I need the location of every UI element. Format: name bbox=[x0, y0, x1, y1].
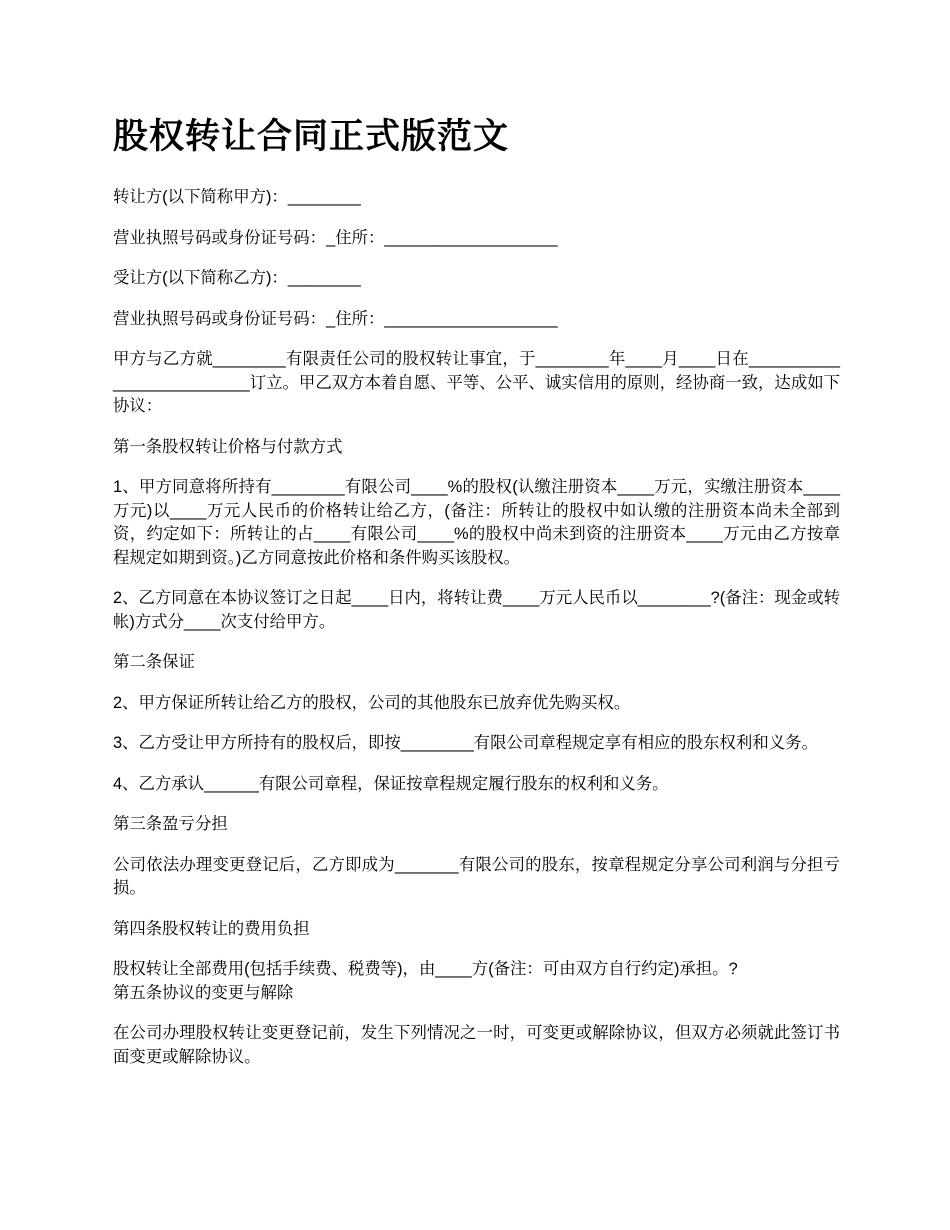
article-3-body: 公司依法办理变更登记后，乙方即成为_______有限公司的股东，按章程规定分享公司利润与分担亏损。 bbox=[113, 855, 840, 897]
article-2-heading: 第二条保证 bbox=[113, 653, 195, 671]
article-1-clause-1: 1、甲方同意将所持有________有限公司____%的股权(认缴注册资本____万元，实缴注册资本____万元)以____万元人民币的价格转让给乙方，(备注：所转让的股权中如认缴的注册资本尚未全部到资，约定如下：所转让的占____有限公司____%的股权中尚未到资的注册资本____万元由乙方按章程规定如期到资。)乙方同意按此价格和条件购买该股权。 bbox=[113, 478, 840, 567]
article-2-clause-2: 2、甲方保证所转让给乙方的股权，公司的其他股东已放弃优先购买权。 bbox=[113, 693, 631, 712]
article-3-heading: 第三条盈亏分担 bbox=[113, 815, 228, 833]
article-5-heading: 第五条协议的变更与解除 bbox=[113, 983, 294, 1002]
document-title: 股权转让合同正式版范文 bbox=[113, 117, 510, 157]
paragraph-transferor: 转让方(以下简称甲方)：________ bbox=[113, 188, 361, 206]
paragraph-preamble: 甲方与乙方就________有限责任公司的股权转让事宜，于________年____月____日在_________________________订立。甲乙双方本着自愿、平等、公平、诚实信用的原则，经协商一致，达成如下协议： bbox=[113, 350, 840, 415]
article-1-heading: 第一条股权转让价格与付款方式 bbox=[113, 437, 343, 456]
paragraph-transferee: 受让方(以下简称乙方)：________ bbox=[113, 269, 361, 287]
document-page bbox=[113, 112, 840, 1086]
paragraph-transferee-id-address: 营业执照号码或身份证号码：_住所：___________________ bbox=[113, 309, 558, 328]
article-2-clause-3: 3、乙方受让甲方所持有的股权后，即按________有限公司章程规定享有相应的股东权利和义务。 bbox=[113, 734, 818, 752]
article-4-heading: 第四条股权转让的费用负担 bbox=[113, 919, 310, 938]
article-1-clause-2: 2、乙方同意在本协议签订之日起____日内，将转让费____万元人民币以________?(备注：现金或转帐)方式分____次支付给甲方。 bbox=[113, 589, 840, 631]
article-5-body: 在公司办理股权转让变更登记前，发生下列情况之一时，可变更或解除协议，但双方必须就此签订书面变更或解除协议。 bbox=[113, 1024, 840, 1066]
paragraph-transferor-id-address: 营业执照号码或身份证号码：_住所：___________________ bbox=[113, 228, 558, 247]
article-2-clause-4: 4、乙方承认______有限公司章程，保证按章程规定履行股东的权利和义务。 bbox=[113, 774, 669, 793]
article-4-body: 股权转让全部费用(包括手续费、税费等)，由____方(备注：可由双方自行约定)承担。? bbox=[113, 960, 738, 978]
